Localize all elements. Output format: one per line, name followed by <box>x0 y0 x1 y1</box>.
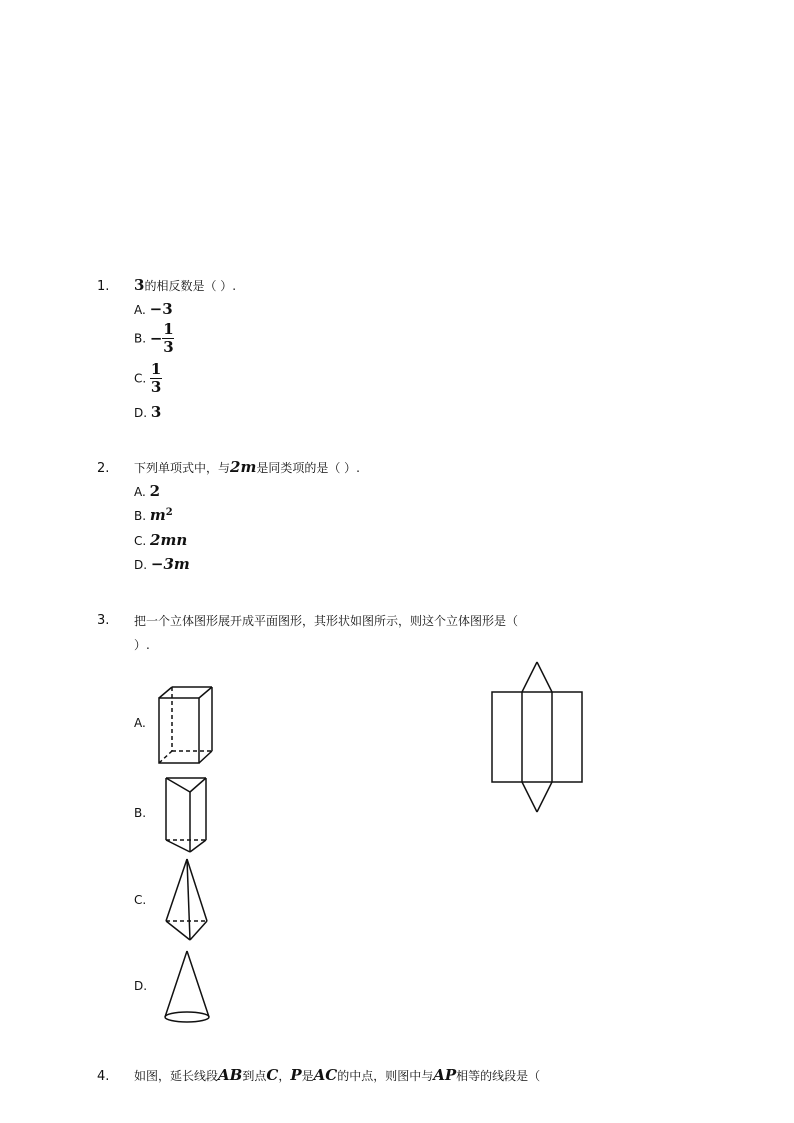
question-3-option-c-label: C. <box>134 893 147 907</box>
question-4-stem-a: 如图，延长线段 <box>134 1069 219 1083</box>
fraction <box>150 362 162 395</box>
question-3-stem-line1: 把一个立体图形展开成平面图形，其形状如图所示，则这个立体图形是（ <box>134 614 519 628</box>
question-4-math-ab: AB <box>218 1066 243 1084</box>
option-label: D. <box>134 558 148 572</box>
question-2-stem-post: 是同类项的是（ ）. <box>256 461 360 475</box>
question-3-number: 3. <box>97 613 110 628</box>
question-2-option-d <box>134 555 190 573</box>
option-math-exponent: 2 <box>165 507 173 518</box>
option-math-base: m <box>149 506 166 524</box>
option-label: C. <box>134 534 147 548</box>
question-2-stem-math: 2m <box>230 458 257 476</box>
option-label: B. <box>134 331 147 346</box>
question-4-stem-c: ， <box>278 1069 291 1083</box>
cone-figure <box>160 947 214 1027</box>
fraction-denominator: 3 <box>163 338 174 356</box>
question-4-stem-d: 是 <box>301 1069 314 1083</box>
question-4-math-ap: AP <box>433 1066 457 1084</box>
question-2-option-b <box>134 506 173 524</box>
question-2-stem-pre: 下列单项式中，与 <box>134 461 231 475</box>
option-math: −3m <box>150 555 190 573</box>
option-label: B. <box>134 509 147 523</box>
question-2-option-c <box>134 531 187 549</box>
question-1-stem <box>134 276 236 294</box>
triangular-prism-figure <box>162 774 212 856</box>
question-4-stem-f: 相等的线段是（ <box>456 1069 541 1083</box>
triangular-pyramid-figure <box>162 856 212 944</box>
rectangular-prism-figure <box>155 683 217 768</box>
question-1-stem-text: 的相反数是（ ）. <box>144 279 237 293</box>
question-3-option-b-label: B. <box>134 806 147 820</box>
question-2-stem <box>134 458 360 476</box>
fraction <box>162 322 174 355</box>
option-label: A. <box>134 303 146 317</box>
fraction-numerator: 1 <box>163 320 174 338</box>
question-4-stem-b: 到点 <box>242 1069 267 1083</box>
question-2-option-a <box>134 482 160 500</box>
question-1-option-b <box>134 322 174 355</box>
fraction-numerator: 1 <box>150 360 162 378</box>
option-math: 2 <box>149 482 161 500</box>
question-3-option-d-label: D. <box>134 979 148 993</box>
question-1-option-a <box>134 300 173 318</box>
option-math: 3 <box>150 403 162 421</box>
question-4-number: 4. <box>97 1069 110 1084</box>
question-1-stem-math: 3 <box>134 276 145 294</box>
question-4-math-p: P <box>290 1066 302 1084</box>
option-label: D. <box>134 406 148 420</box>
triangular-prism-net-figure <box>488 658 588 818</box>
question-1-option-d <box>134 403 161 421</box>
question-4-stem-e: 的中点，则图中与 <box>337 1069 434 1083</box>
question-1-number: 1. <box>97 279 110 294</box>
question-1-option-c <box>134 362 162 395</box>
fraction-denominator: 3 <box>150 378 162 396</box>
option-math: 2mn <box>150 531 188 549</box>
question-3-option-a-label: A. <box>134 716 146 730</box>
question-4-stem <box>134 1066 540 1084</box>
question-4-math-ac: AC <box>313 1066 338 1084</box>
question-2-number: 2. <box>97 461 110 476</box>
option-sign: − <box>149 329 163 348</box>
question-3-stem-line2: ）. <box>134 638 150 652</box>
question-4-math-c: C <box>266 1066 279 1084</box>
option-label: C. <box>134 371 147 386</box>
option-label: A. <box>134 485 146 499</box>
option-math: −3 <box>149 300 173 318</box>
